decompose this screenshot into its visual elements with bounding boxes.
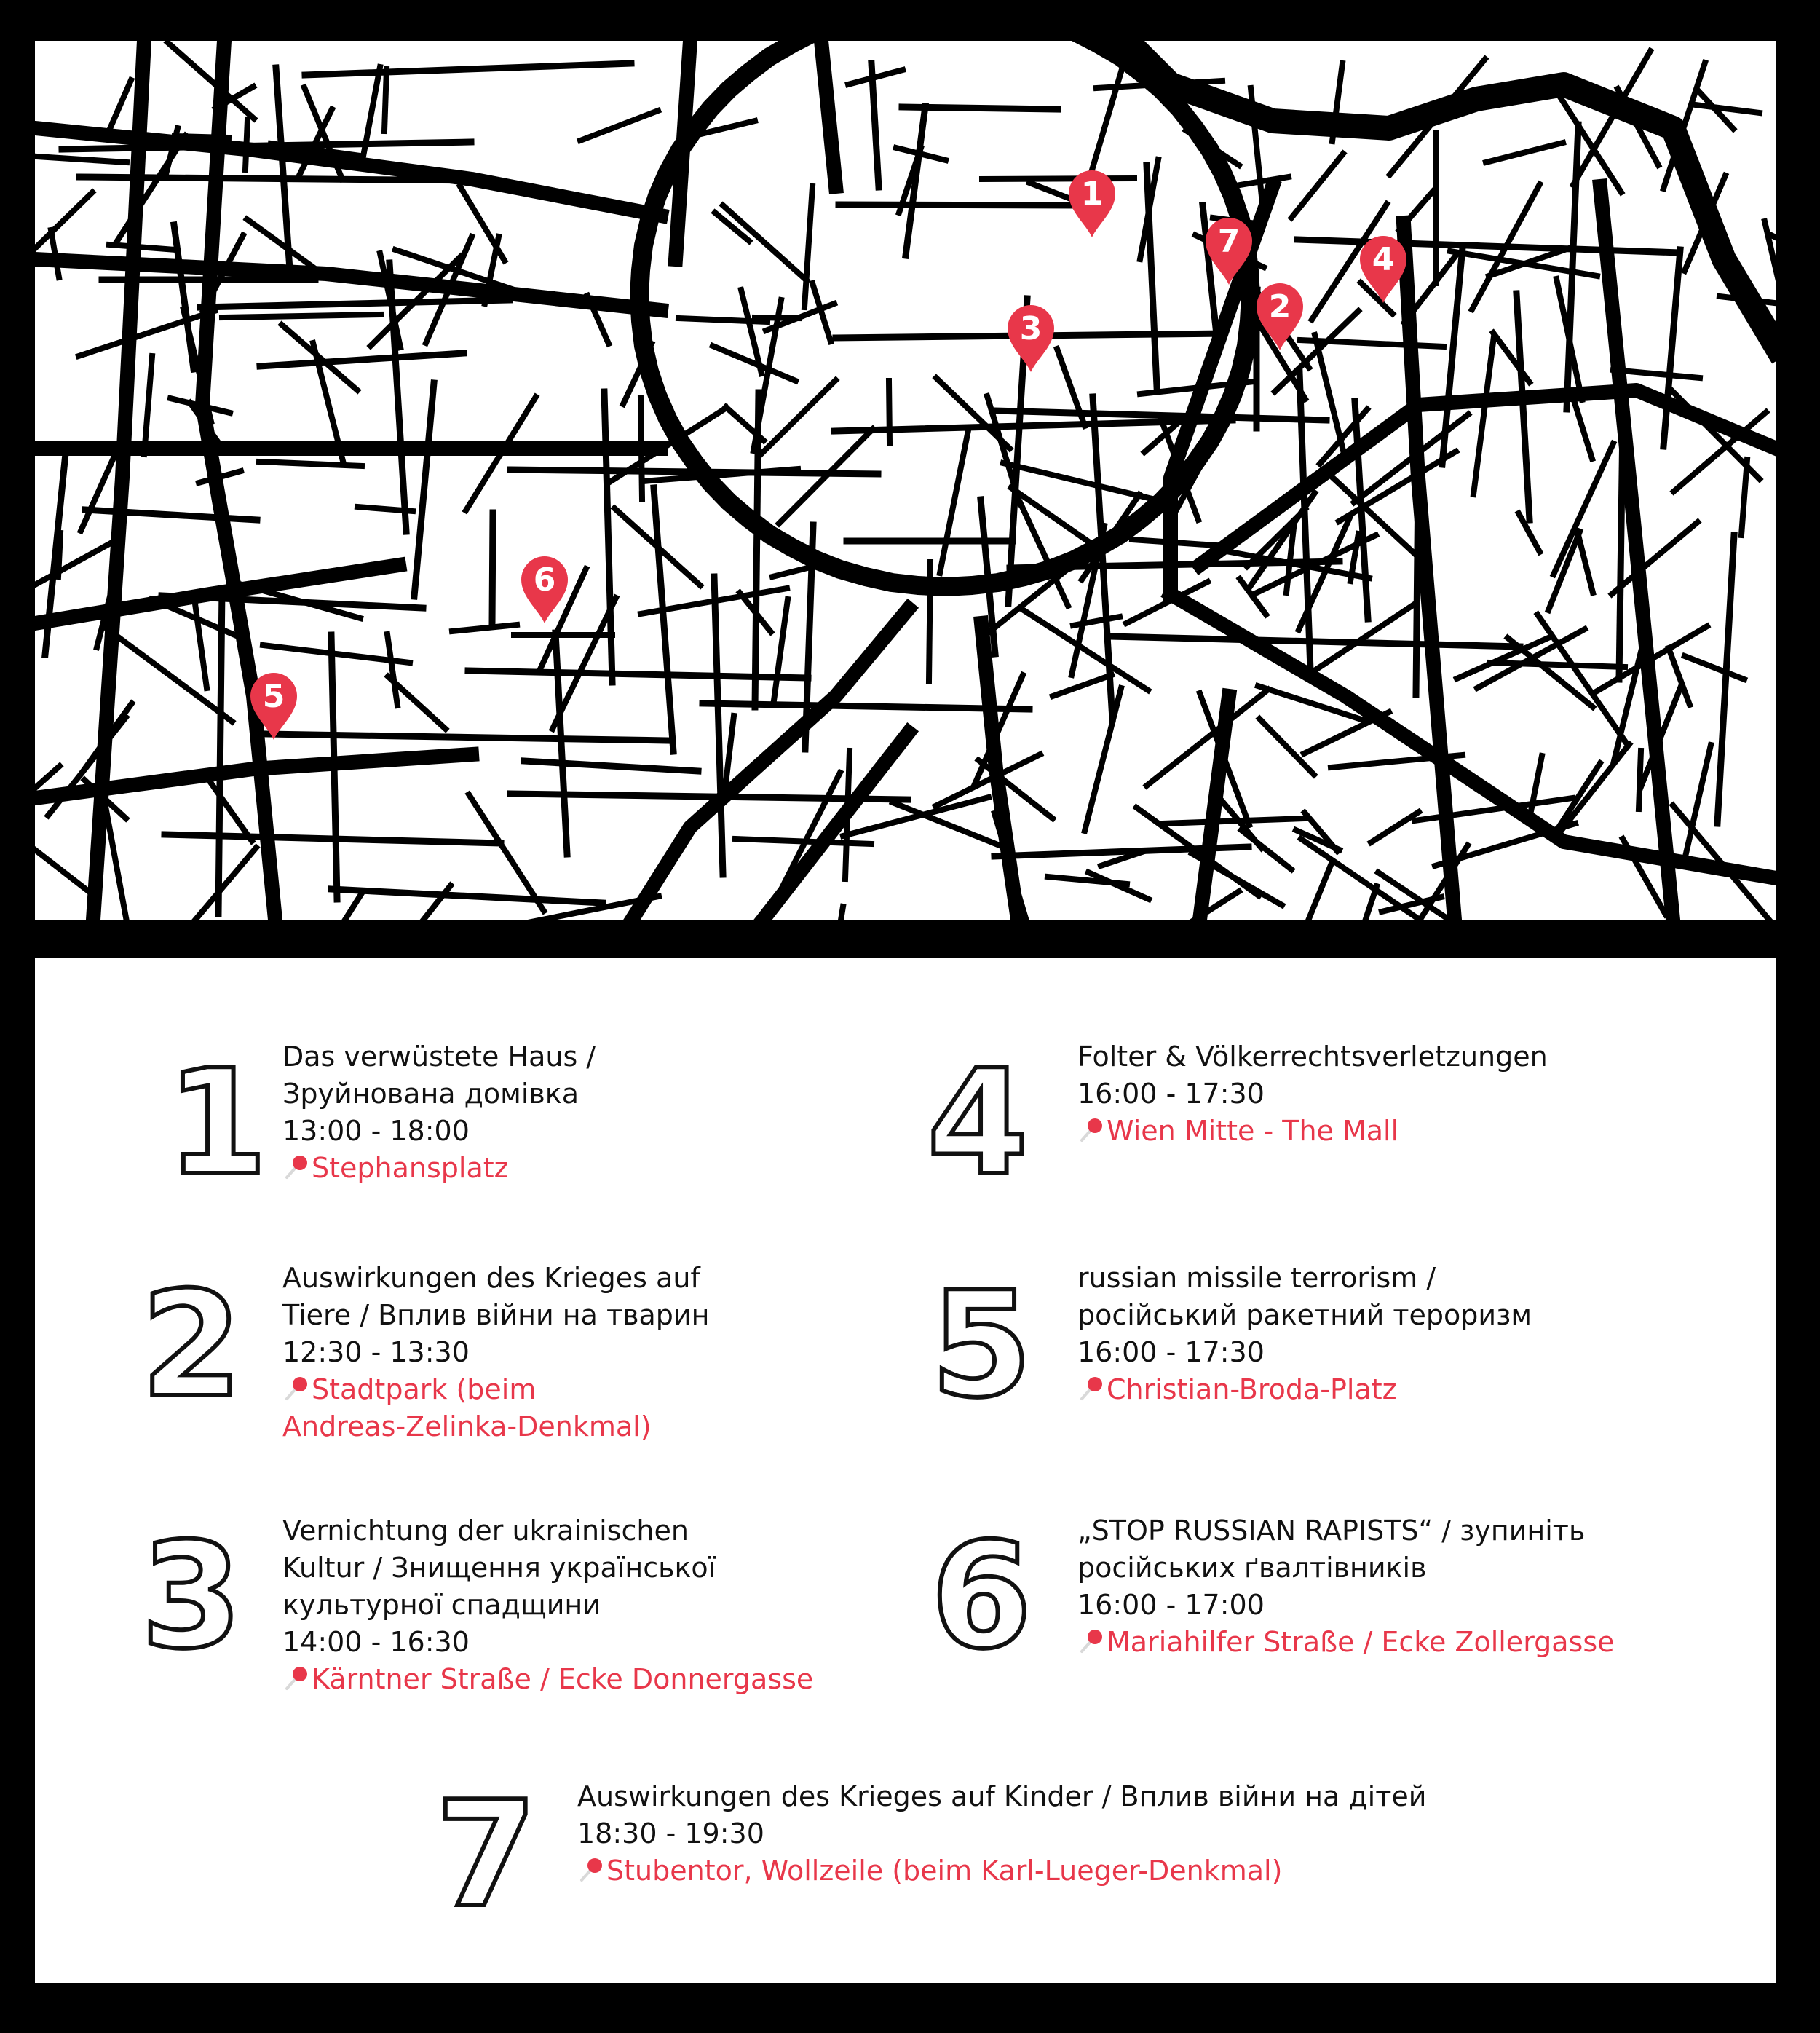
- event-time: 16:00 - 17:30: [1077, 1078, 1265, 1110]
- side-street: [85, 510, 257, 520]
- side-street: [1685, 656, 1744, 679]
- event-location[interactable]: [282, 1371, 709, 1408]
- side-street: [492, 513, 493, 625]
- event-location-text: Stadtpark (beim: [312, 1373, 537, 1405]
- side-street: [714, 577, 723, 875]
- event-time: 18:30 - 19:30: [577, 1817, 764, 1850]
- side-street: [1371, 812, 1419, 842]
- main-street: [821, 41, 836, 186]
- event-title-line: Зруйнована домівка: [282, 1078, 579, 1110]
- side-street: [218, 589, 222, 914]
- svg-text:6: 6: [930, 1519, 1032, 1657]
- svg-text:2: 2: [141, 1268, 242, 1406]
- street-map: [35, 41, 1776, 920]
- event-number-6: [919, 1519, 1043, 1657]
- svg-text:3: 3: [141, 1519, 242, 1657]
- side-street: [604, 392, 612, 682]
- side-street: [35, 540, 117, 604]
- event-title-line: Auswirkungen des Krieges auf: [282, 1262, 700, 1294]
- side-street: [51, 230, 59, 277]
- event-number-1: [155, 1046, 279, 1184]
- svg-text:5: 5: [930, 1268, 1032, 1406]
- side-street: [1085, 688, 1121, 831]
- side-street: [35, 192, 92, 284]
- side-street: [1696, 105, 1760, 113]
- map-marker-4[interactable]: [1360, 236, 1406, 303]
- side-street: [167, 42, 254, 119]
- svg-text:1: 1: [166, 1046, 268, 1184]
- event-title-line: Tiere / Вплив війни на тварин: [282, 1299, 710, 1331]
- side-street: [1717, 535, 1734, 824]
- map-marker-number: 5: [262, 678, 285, 715]
- map-marker-number: 6: [533, 561, 556, 599]
- map-marker-number: 4: [1372, 241, 1395, 278]
- side-street: [109, 80, 131, 130]
- event-time: 16:00 - 17:00: [1077, 1589, 1265, 1621]
- side-street: [1289, 865, 1331, 920]
- side-street: [1291, 154, 1343, 218]
- side-street: [1489, 663, 1625, 667]
- side-street: [755, 392, 759, 707]
- svg-text:7: 7: [435, 1777, 537, 1916]
- location-pin-icon: [577, 1857, 605, 1883]
- side-street: [384, 69, 387, 131]
- side-street: [267, 734, 668, 741]
- event-title-line: Vernichtung der ukrainischen: [282, 1515, 689, 1547]
- side-street: [1442, 248, 1463, 465]
- side-street: [1619, 422, 1623, 679]
- event-location-text: Kärntner Straße / Ecke Donnergasse: [312, 1663, 814, 1695]
- event-title-line: Folter & Völkerrechtsverletzungen: [1077, 1041, 1548, 1073]
- map-marker-2[interactable]: [1257, 283, 1303, 350]
- event-location-text: Stubentor, Wollzeile (beim Karl-Lueger-Denkmal): [606, 1855, 1283, 1887]
- side-street: [1132, 540, 1227, 546]
- side-street: [1301, 839, 1420, 920]
- side-street: [109, 245, 175, 250]
- side-street: [524, 761, 698, 771]
- event-location-line-2[interactable]: Andreas-Zelinka-Denkmal): [282, 1410, 652, 1442]
- event-location-text: Mariahilfer Straße / Ecke Zollergasse: [1107, 1626, 1615, 1658]
- map-marker-1[interactable]: [1069, 170, 1115, 237]
- side-street: [1416, 476, 1418, 695]
- side-street: [1741, 459, 1747, 535]
- location-pin-icon: [282, 1665, 310, 1691]
- event-location-text: Stephansplatz: [312, 1152, 509, 1184]
- side-street: [331, 889, 603, 903]
- side-street: [305, 63, 631, 75]
- main-street: [632, 609, 909, 920]
- event-title-line: Das verwüstete Haus /: [282, 1041, 596, 1073]
- side-street: [1663, 250, 1680, 446]
- side-street: [1399, 192, 1433, 230]
- event-time: 12:30 - 13:30: [282, 1336, 470, 1368]
- side-street: [555, 633, 567, 854]
- side-street: [1147, 690, 1268, 786]
- side-street: [828, 907, 843, 920]
- side-street: [304, 892, 363, 920]
- side-street: [194, 599, 207, 688]
- side-street: [1337, 886, 1377, 920]
- event-number-3: [130, 1519, 253, 1657]
- event-number-4: [916, 1046, 1040, 1184]
- location-pin-icon: [1077, 1375, 1105, 1402]
- side-street: [1578, 532, 1593, 593]
- event-location[interactable]: [1077, 1113, 1548, 1150]
- map-marker-3[interactable]: [1008, 305, 1054, 372]
- event-location-text: Wien Mitte - The Mall: [1107, 1115, 1399, 1147]
- side-street: [452, 625, 517, 631]
- side-street: [774, 599, 788, 700]
- side-street: [723, 205, 807, 280]
- ring-road: [639, 41, 1251, 587]
- event-number-7: [424, 1777, 548, 1916]
- event-location[interactable]: [282, 1661, 813, 1698]
- side-street: [1304, 712, 1389, 754]
- event-time: 16:00 - 17:30: [1077, 1336, 1265, 1368]
- side-street: [260, 353, 464, 366]
- event-number-5: [919, 1268, 1043, 1406]
- side-street: [1556, 744, 1629, 837]
- side-street: [208, 779, 252, 841]
- location-pin-icon: [282, 1154, 310, 1180]
- event-title-line: russian missile terrorism /: [1077, 1262, 1436, 1294]
- side-street: [760, 380, 836, 455]
- side-street: [1516, 293, 1530, 520]
- map-marker-number: 7: [1217, 223, 1241, 260]
- side-street: [1048, 877, 1127, 884]
- side-street: [703, 703, 1029, 709]
- side-street: [200, 300, 510, 307]
- event-title-line: Kultur / Знищення української: [282, 1552, 716, 1584]
- side-street: [331, 635, 337, 899]
- event-number-2: [130, 1268, 253, 1406]
- side-street: [580, 111, 658, 141]
- side-street: [1073, 617, 1120, 625]
- street-map-canvas: [35, 41, 1776, 920]
- side-street: [871, 63, 879, 187]
- side-street: [940, 430, 968, 573]
- side-street: [1087, 55, 1126, 187]
- location-pin-icon: [1077, 1628, 1105, 1654]
- side-street: [35, 850, 96, 897]
- side-street: [1053, 675, 1112, 696]
- side-street: [1259, 719, 1314, 775]
- side-street: [259, 462, 362, 466]
- side-street: [1110, 636, 1520, 647]
- event-title-line: російських ґвалтівників: [1077, 1552, 1427, 1584]
- side-street: [222, 315, 381, 317]
- event-title-line: культурної спадщини: [282, 1589, 601, 1621]
- side-street: [106, 628, 232, 722]
- map-marker-6[interactable]: [521, 556, 568, 623]
- side-street: [982, 178, 1134, 179]
- map-marker-number: 2: [1268, 288, 1291, 325]
- side-street: [929, 562, 930, 681]
- main-street: [676, 41, 690, 259]
- side-street: [414, 383, 434, 596]
- event-location[interactable]: [282, 1150, 596, 1187]
- side-street: [387, 634, 397, 706]
- event-title-line: „STOP RUSSIAN RAPISTS“ / зупиніть: [1077, 1515, 1586, 1547]
- side-street: [362, 67, 380, 164]
- event-list: [35, 958, 1776, 1983]
- side-street: [510, 470, 878, 474]
- event-title-line: Auswirkungen des Krieges auf Kinder / Вплив війни на дітей: [577, 1780, 1427, 1812]
- side-street: [1612, 522, 1698, 594]
- side-street: [1003, 463, 1158, 500]
- side-street: [654, 488, 673, 751]
- event-location[interactable]: [577, 1852, 1426, 1890]
- svg-text:4: 4: [927, 1046, 1029, 1184]
- side-street: [144, 356, 152, 454]
- side-street: [678, 318, 767, 322]
- side-street: [37, 157, 127, 162]
- map-marker-number: 3: [1019, 310, 1042, 347]
- side-street: [845, 751, 850, 879]
- event-location-text: Christian-Broda-Platz: [1107, 1373, 1397, 1405]
- location-pin-icon: [1077, 1117, 1105, 1143]
- side-street: [1315, 335, 1345, 459]
- side-street: [889, 381, 890, 443]
- event-location[interactable]: [1077, 1624, 1615, 1661]
- side-street: [1529, 756, 1542, 822]
- event-location[interactable]: [1077, 1371, 1532, 1408]
- side-street: [174, 225, 194, 369]
- event-time: 14:00 - 16:30: [282, 1626, 470, 1658]
- event-title-line: російський ракетний тероризм: [1077, 1299, 1532, 1331]
- side-street: [1473, 336, 1494, 494]
- event-time: 13:00 - 18:00: [282, 1115, 470, 1147]
- map-marker-number: 1: [1080, 175, 1104, 213]
- side-street: [1486, 143, 1563, 162]
- location-pin-icon: [282, 1375, 310, 1402]
